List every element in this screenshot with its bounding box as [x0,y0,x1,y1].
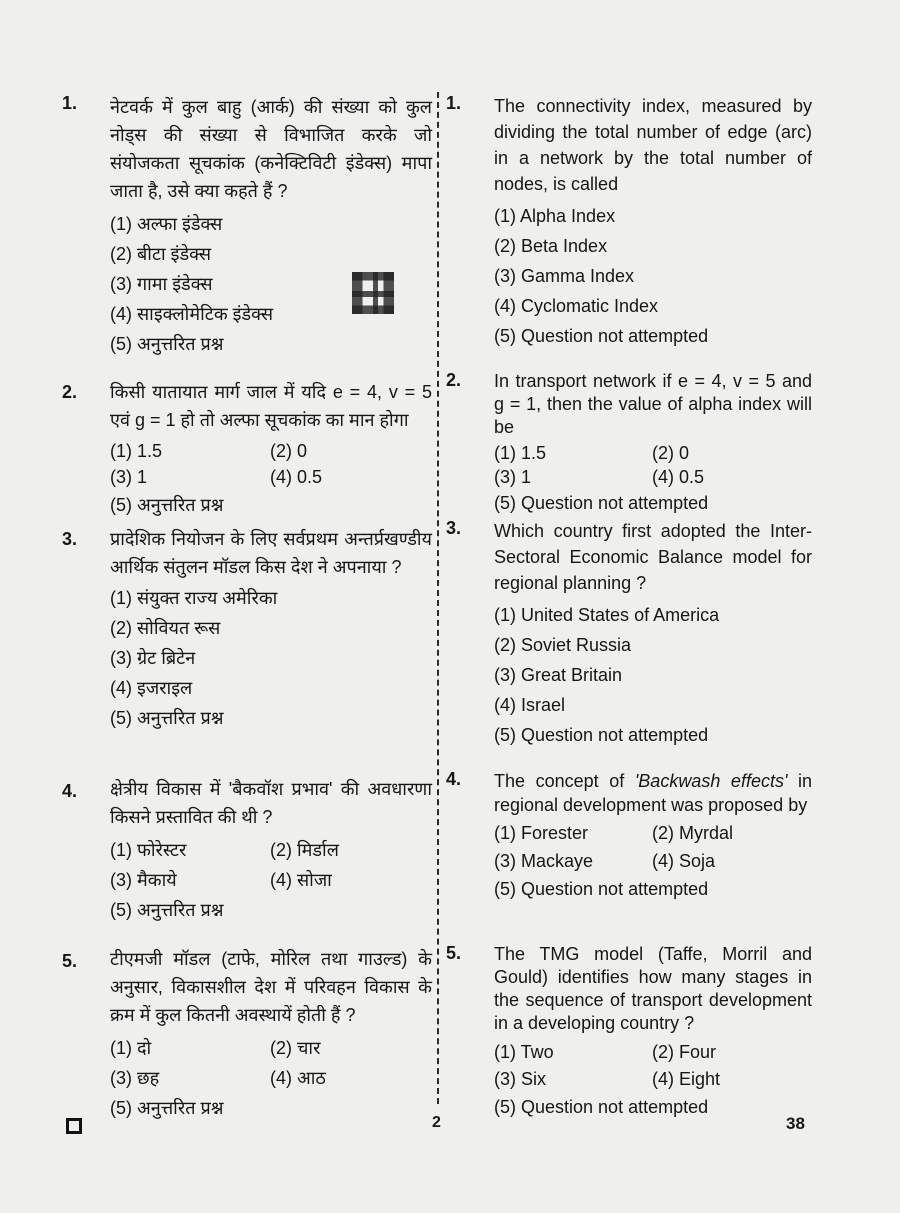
question-5-english [446,943,812,1121]
question-5-hindi [62,945,432,1123]
options-list [110,835,432,925]
option: (1) Alpha Index [494,206,616,226]
options-list [110,209,432,359]
column-divider [437,92,439,1104]
option: (4) इजराइल [110,678,193,698]
option: (1) फोरेस्टर [110,840,187,860]
option: (1) 1.5 [110,441,163,461]
question-4-hindi [62,775,432,925]
options-list [494,1039,812,1121]
option: (2) Four [652,1042,717,1062]
option: (5) अनुत्तरित प्रश्न [110,334,224,354]
question-number: 3. [446,518,462,538]
question-number: 4. [446,769,462,789]
question-1-hindi [62,93,432,359]
option: (1) Forester [494,823,589,843]
option: (3) Six [494,1069,547,1089]
option: (4) सोजा [270,870,332,890]
option: (1) Two [494,1042,554,1062]
option: (2) सोवियत रूस [110,618,221,638]
question-number: 5. [446,943,462,963]
question-stem [494,769,812,817]
option: (2) मिर्डाल [270,840,339,860]
option: (2) चार [270,1038,321,1058]
question-number: 5. [62,951,78,971]
question-stem: The connectivity index, measured by dividing the total number of edge (arc) in a network by the total number of nodes, is called [494,96,812,194]
option: (3) गामा इंडेक्स [110,274,213,294]
option: (4) Israel [494,695,566,715]
option: (3) मैकाये [110,870,177,890]
question-number: 4. [62,781,78,801]
options-list [494,201,812,351]
question-number: 2. [62,382,78,402]
question-stem: प्रादेशिक नियोजन के लिए सर्वप्रथम अन्तर्प्रखण्डीय आर्थिक संतुलन मॉडल किस देश ने अपनाया ? [110,529,432,577]
question-1-english [446,93,812,351]
option: (4) साइक्लोमेटिक इंडेक्स [110,304,274,324]
option: (3) ग्रेट ब्रिटेन [110,648,196,668]
options-list [110,438,432,520]
question-stem: In transport network if e = 4, v = 5 and g = 1, then the value of alpha index will be [494,371,812,437]
option: (1) दो [110,1038,152,1058]
option: (5) अनुत्तरित प्रश्न [110,495,224,515]
option: (3) Gamma Index [494,266,635,286]
booklet-code: 38 [786,1114,805,1133]
option: (5) अनुत्तरित प्रश्न [110,708,224,728]
options-list [494,441,812,517]
option: (1) अल्फा इंडेक्स [110,214,223,234]
option: (5) Question not attempted [494,326,709,346]
stem-text: in regional development was proposed by [494,771,812,815]
option: (2) 0 [652,443,690,463]
option: (2) Soviet Russia [494,635,632,655]
options-list [494,819,812,903]
question-2-hindi [62,378,432,520]
option: (1) संयुक्त राज्य अमेरिका [110,588,278,608]
option: (3) Mackaye [494,851,594,871]
option: (2) Myrdal [652,823,734,843]
question-stem: क्षेत्रीय विकास में 'बैकवॉश प्रभाव' की अवधारणा किसने प्रस्तावित की थी ? [110,779,432,827]
option: (4) Eight [652,1069,721,1089]
question-stem: Which country first adopted the Inter-Sectoral Economic Balance model for regional planning ? [494,521,812,593]
question-2-english [446,370,812,517]
option: (2) Beta Index [494,236,608,256]
option: (3) 1 [110,467,148,487]
option: (2) बीटा इंडेक्स [110,244,212,264]
stem-emphasis: 'Backwash effects' [634,771,788,791]
options-list [494,600,812,750]
option: (3) छह [110,1068,160,1088]
option: (1) United States of America [494,605,720,625]
stem-text: The concept of [494,771,635,791]
question-number: 2. [446,370,462,390]
question-number: 1. [446,93,462,113]
option: (3) Great Britain [494,665,623,685]
question-4-english [446,769,812,903]
question-3-english [446,518,812,750]
options-list [110,583,432,733]
question-3-hindi [62,525,432,733]
option: (4) Soja [652,851,716,871]
option: (5) Question not attempted [494,493,709,513]
option: (4) 0.5 [270,467,323,487]
question-stem: The TMG model (Taffe, Morril and Gould) identifies how many stages in the sequence of transport development in a developing country ? [494,944,812,1033]
question-number: 3. [62,529,78,549]
option: (5) Question not attempted [494,725,709,745]
option: (1) 1.5 [494,443,547,463]
option: (5) अनुत्तरित प्रश्न [110,1098,224,1118]
question-stem: नेटवर्क में कुल बाहु (आर्क) की संख्या को कुल नोड्स की संख्या से विभाजित करके जो संयोजकता सूचकांक (कनेक्टिविटी इंडेक्स) मापा जाता है, उसे क्या कहते हैं ? [110,97,432,201]
page-number: 2 [432,1114,441,1131]
option: (3) 1 [494,467,532,487]
question-stem: टीएमजी मॉडल (टाफे, मोरिल तथा गाउल्ड) के अनुसार, विकासशील देश में परिवहन विकास के क्रम में कुल कितनी अवस्थायें होती हैं ? [110,949,432,1025]
footer-square-icon [66,1118,82,1134]
option: (2) 0 [270,441,308,461]
options-list [110,1033,432,1123]
option: (4) Cyclomatic Index [494,296,659,316]
question-number: 1. [62,93,78,113]
question-stem: किसी यातायात मार्ग जाल में यदि e = 4, v = 5 एवं g = 1 हो तो अल्फा सूचकांक का मान होगा [110,382,432,430]
option: (5) अनुत्तरित प्रश्न [110,900,224,920]
option: (5) Question not attempted [494,1097,709,1117]
option: (5) Question not attempted [494,879,709,899]
option: (4) 0.5 [652,467,705,487]
option: (4) आठ [270,1068,326,1088]
